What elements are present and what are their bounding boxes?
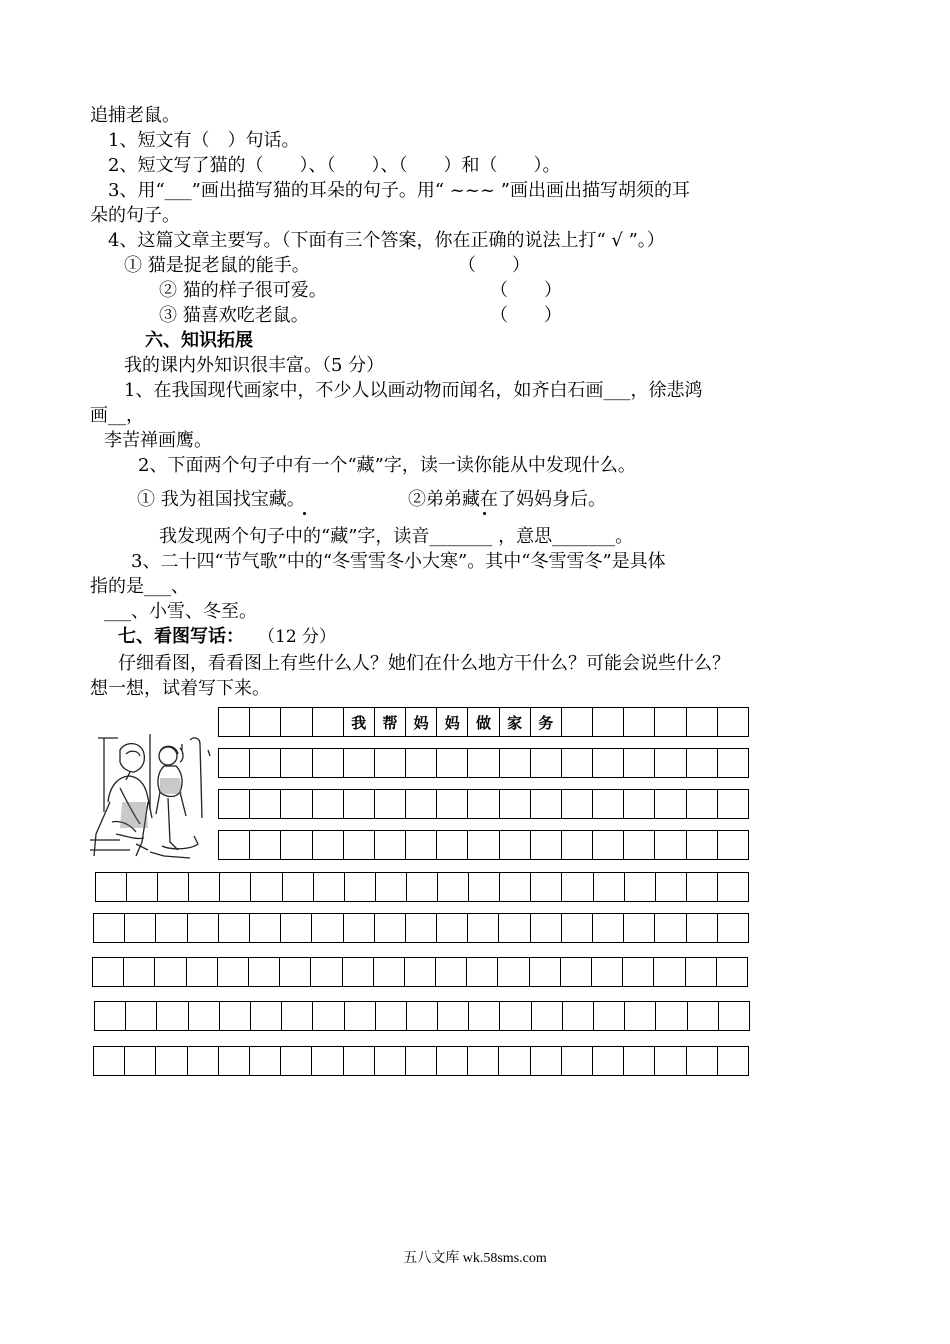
grid-cell[interactable] <box>94 1047 125 1075</box>
grid-cell[interactable] <box>311 958 342 986</box>
grid-cell[interactable] <box>563 1002 594 1030</box>
grid-cell[interactable] <box>468 831 499 859</box>
knowledge-2-sentence-2: ②弟弟藏在了妈妈身后。 <box>408 489 606 510</box>
grid-cell[interactable] <box>281 1047 312 1075</box>
grid-cell[interactable] <box>312 1047 343 1075</box>
grid-cell[interactable] <box>531 914 562 942</box>
grid-cell[interactable] <box>593 790 624 818</box>
grid-cell[interactable] <box>343 958 374 986</box>
section-7-score: （12 分） <box>258 627 337 647</box>
grid-cell[interactable] <box>718 914 748 942</box>
grid-cell[interactable] <box>125 1047 156 1075</box>
grid-cell[interactable] <box>157 1002 188 1030</box>
grid-cell[interactable] <box>344 1047 375 1075</box>
grid-cell[interactable] <box>156 914 187 942</box>
grid-cell[interactable] <box>654 958 685 986</box>
grid-cell[interactable] <box>438 1002 469 1030</box>
grid-cell[interactable] <box>93 958 124 986</box>
grid-cell[interactable] <box>624 749 655 777</box>
grid-cell[interactable] <box>313 708 344 736</box>
grid-cell[interactable] <box>656 873 687 901</box>
grid-cell[interactable] <box>655 1047 686 1075</box>
grid-cell[interactable] <box>562 873 593 901</box>
grid-cell[interactable] <box>687 914 718 942</box>
grid-title-char: 做 <box>468 708 499 736</box>
grid-cell[interactable] <box>687 749 718 777</box>
grid-cell[interactable] <box>562 790 593 818</box>
knowledge-1-line-2: 画__， <box>90 405 144 426</box>
grid-cell[interactable] <box>719 1002 749 1030</box>
grid-cell[interactable] <box>655 790 686 818</box>
grid-cell[interactable] <box>592 958 623 986</box>
grid-cell[interactable] <box>469 1002 500 1030</box>
grid-cell[interactable] <box>405 958 436 986</box>
grid-cell[interactable] <box>250 790 281 818</box>
section-6-intro: 我的课内外知识很丰富。（5 分） <box>124 355 385 376</box>
intro-tail: 追捕老鼠。 <box>90 105 180 126</box>
knowledge-2-answer: 我发现两个句子中的“藏”字，读音_______ ，意思_______。 <box>159 526 634 547</box>
option-3-paren: （ ） <box>490 305 562 326</box>
grid-cell[interactable] <box>499 1047 530 1075</box>
grid-cell[interactable] <box>562 708 593 736</box>
grid-cell[interactable] <box>688 1002 719 1030</box>
grid-cell[interactable] <box>532 1002 563 1030</box>
grid-cell[interactable] <box>312 914 343 942</box>
grid-cell[interactable] <box>531 831 562 859</box>
grid-cell[interactable] <box>280 958 311 986</box>
grid-cell[interactable] <box>313 749 344 777</box>
grid-cell[interactable] <box>718 1047 748 1075</box>
question-1: 1、短文有（ ）句话。 <box>108 130 300 151</box>
grid-title-char: 我 <box>344 708 375 736</box>
grid-cell[interactable] <box>655 708 686 736</box>
option-1-paren: （ ） <box>458 255 530 276</box>
grid-cell[interactable] <box>124 958 155 986</box>
grid-cell[interactable] <box>94 914 125 942</box>
grid-cell[interactable] <box>344 914 375 942</box>
section-7-prompt-line-2: 想一想，试着写下来。 <box>90 678 270 699</box>
grid-cell[interactable] <box>345 1002 376 1030</box>
grid-cell[interactable] <box>718 790 748 818</box>
grid-cell[interactable] <box>593 749 624 777</box>
writing-grid-row <box>218 707 749 737</box>
grid-cell[interactable] <box>623 958 654 986</box>
grid-title-char: 家 <box>500 708 531 736</box>
grid-cell[interactable] <box>95 1002 126 1030</box>
grid-cell[interactable] <box>250 708 281 736</box>
knowledge-2: 2、下面两个句子中有一个“藏”字，读一读你能从中发现什么。 <box>138 455 636 476</box>
grid-cell[interactable] <box>406 914 437 942</box>
grid-cell[interactable] <box>655 831 686 859</box>
footer-watermark: 五八文库 wk.58sms.com <box>403 1251 547 1266</box>
grid-cell[interactable] <box>218 958 249 986</box>
grid-cell[interactable] <box>313 1002 344 1030</box>
grid-cell[interactable] <box>593 1047 624 1075</box>
mother-daughter-housework-illustration <box>90 732 217 860</box>
grid-cell[interactable] <box>718 831 748 859</box>
grid-cell[interactable] <box>624 831 655 859</box>
grid-cell[interactable] <box>437 831 468 859</box>
grid-cell[interactable] <box>283 873 314 901</box>
grid-title-char: 妈 <box>406 708 437 736</box>
grid-cell[interactable] <box>687 831 718 859</box>
grid-cell[interactable] <box>531 1047 562 1075</box>
grid-cell[interactable] <box>468 914 499 942</box>
grid-cell[interactable] <box>624 790 655 818</box>
grid-cell[interactable] <box>156 1047 187 1075</box>
grid-cell[interactable] <box>561 958 592 986</box>
grid-cell[interactable] <box>500 790 531 818</box>
grid-cell[interactable] <box>469 873 500 901</box>
grid-cell[interactable] <box>375 914 406 942</box>
emphasis-dot <box>483 512 486 515</box>
grid-cell[interactable] <box>468 1047 499 1075</box>
grid-cell[interactable] <box>687 790 718 818</box>
knowledge-1-line-1: 1、在我国现代画家中，不少人以画动物而闻名，如齐白石画___，徐悲鸿 <box>124 380 703 401</box>
grid-cell[interactable] <box>656 1002 687 1030</box>
grid-cell[interactable] <box>250 749 281 777</box>
grid-cell[interactable] <box>531 790 562 818</box>
grid-title-char: 务 <box>531 708 562 736</box>
grid-cell[interactable] <box>375 1047 406 1075</box>
grid-cell[interactable] <box>407 873 438 901</box>
grid-cell[interactable] <box>687 1047 718 1075</box>
grid-title-char: 妈 <box>437 708 468 736</box>
grid-cell[interactable] <box>406 1047 437 1075</box>
question-4: 4、这篇文章主要写。（下面有三个答案，你在正确的说法上打“ √ ”。） <box>108 230 665 251</box>
grid-cell[interactable] <box>281 708 312 736</box>
writing-grid-row <box>218 748 749 778</box>
knowledge-1-line-3: 李苦禅画鹰。 <box>104 430 212 451</box>
grid-cell[interactable] <box>718 749 748 777</box>
grid-cell[interactable] <box>219 831 250 859</box>
grid-cell[interactable] <box>313 831 344 859</box>
grid-cell[interactable] <box>655 749 686 777</box>
grid-cell[interactable] <box>717 958 747 986</box>
option-3-label: ③ 猫喜欢吃老鼠。 <box>159 305 309 326</box>
grid-cell[interactable] <box>468 790 499 818</box>
grid-cell[interactable] <box>313 790 344 818</box>
grid-cell[interactable] <box>625 1002 656 1030</box>
knowledge-2-sentence-1: ① 我为祖国找宝藏。 <box>137 489 305 510</box>
grid-cell[interactable] <box>188 914 219 942</box>
grid-cell[interactable] <box>624 914 655 942</box>
writing-grid-row <box>93 1046 749 1076</box>
grid-title-char: 帮 <box>375 708 406 736</box>
grid-cell[interactable] <box>281 831 312 859</box>
grid-cell[interactable] <box>249 958 280 986</box>
question-3-line-1: 3、用“___”画出描写猫的耳朵的句子。用“ ~~~ ”画出画出描写胡须的耳 <box>108 180 690 201</box>
grid-cell[interactable] <box>499 914 530 942</box>
grid-cell[interactable] <box>500 1002 531 1030</box>
grid-cell[interactable] <box>406 749 437 777</box>
grid-cell[interactable] <box>96 873 127 901</box>
emphasis-dot <box>303 512 306 515</box>
grid-cell[interactable] <box>562 831 593 859</box>
section-6-title: 六、知识拓展 <box>145 330 253 351</box>
grid-cell[interactable] <box>127 873 158 901</box>
grid-cell[interactable] <box>219 1047 250 1075</box>
grid-cell[interactable] <box>158 873 189 901</box>
grid-cell[interactable] <box>406 790 437 818</box>
grid-cell[interactable] <box>562 914 593 942</box>
grid-cell[interactable] <box>375 790 406 818</box>
grid-cell[interactable] <box>187 958 218 986</box>
grid-cell[interactable] <box>375 749 406 777</box>
grid-cell[interactable] <box>500 749 531 777</box>
grid-cell[interactable] <box>189 1002 220 1030</box>
grid-cell[interactable] <box>219 708 250 736</box>
grid-cell[interactable] <box>531 749 562 777</box>
grid-cell[interactable] <box>593 914 624 942</box>
grid-cell[interactable] <box>281 749 312 777</box>
option-1-label: ① 猫是捉老鼠的能手。 <box>124 255 310 276</box>
grid-cell[interactable] <box>438 873 469 901</box>
writing-grid-row <box>218 830 749 860</box>
grid-cell[interactable] <box>594 1002 625 1030</box>
grid-cell[interactable] <box>344 749 375 777</box>
grid-cell[interactable] <box>188 1047 219 1075</box>
knowledge-3-line-3: ___、小雪、冬至。 <box>104 601 257 622</box>
grid-cell[interactable] <box>437 749 468 777</box>
knowledge-3-line-1: 3、二十四“节气歌”中的“冬雪雪冬小大寒”。其中“冬雪雪冬”是具体 <box>131 551 666 572</box>
grid-cell[interactable] <box>251 873 282 901</box>
grid-cell[interactable] <box>530 958 561 986</box>
grid-cell[interactable] <box>344 790 375 818</box>
grid-cell[interactable] <box>281 914 312 942</box>
grid-cell[interactable] <box>407 1002 438 1030</box>
grid-cell[interactable] <box>437 914 468 942</box>
grid-cell[interactable] <box>250 1047 281 1075</box>
writing-grid-row <box>92 957 748 987</box>
grid-cell[interactable] <box>687 873 718 901</box>
grid-cell[interactable] <box>251 1002 282 1030</box>
grid-cell[interactable] <box>345 873 376 901</box>
grid-cell[interactable] <box>531 873 562 901</box>
grid-cell[interactable] <box>376 1002 407 1030</box>
option-2-label: ② 猫的样子很可爱。 <box>159 280 327 301</box>
grid-cell[interactable] <box>219 914 250 942</box>
grid-cell[interactable] <box>500 831 531 859</box>
grid-cell[interactable] <box>281 790 312 818</box>
grid-cell[interactable] <box>344 831 375 859</box>
grid-cell[interactable] <box>250 831 281 859</box>
grid-cell[interactable] <box>189 873 220 901</box>
grid-cell[interactable] <box>562 749 593 777</box>
grid-cell[interactable] <box>219 749 250 777</box>
writing-grid-row <box>95 872 749 902</box>
grid-cell[interactable] <box>375 831 406 859</box>
writing-grid-row <box>94 1001 750 1031</box>
grid-cell[interactable] <box>500 873 531 901</box>
section-7-title: 七、看图写话： <box>118 626 244 647</box>
writing-grid-row <box>218 789 749 819</box>
grid-cell[interactable] <box>376 873 407 901</box>
option-2-paren: （ ） <box>490 280 562 301</box>
grid-cell[interactable] <box>155 958 186 986</box>
grid-cell[interactable] <box>625 873 656 901</box>
grid-cell[interactable] <box>282 1002 313 1030</box>
grid-cell[interactable] <box>125 914 156 942</box>
grid-cell[interactable] <box>593 831 624 859</box>
grid-cell[interactable] <box>437 790 468 818</box>
grid-cell[interactable] <box>594 873 625 901</box>
grid-cell[interactable] <box>718 873 748 901</box>
grid-cell[interactable] <box>593 708 624 736</box>
writing-grid-row <box>93 913 749 943</box>
section-7-prompt-line-1: 仔细看图，看看图上有些什么人？她们在什么地方干什么？可能会说些什么？ <box>118 653 730 674</box>
question-2: 2、短文写了猫的（ ）、（ ）、（ ）和（ ）。 <box>108 155 561 176</box>
grid-cell[interactable] <box>126 1002 157 1030</box>
grid-cell[interactable] <box>220 873 251 901</box>
grid-cell[interactable] <box>250 914 281 942</box>
grid-cell[interactable] <box>562 1047 593 1075</box>
grid-cell[interactable] <box>624 708 655 736</box>
grid-cell[interactable] <box>436 958 467 986</box>
grid-cell[interactable] <box>437 1047 468 1075</box>
question-3-line-2: 朵的句子。 <box>90 205 180 226</box>
grid-cell[interactable] <box>219 790 250 818</box>
grid-cell[interactable] <box>467 958 498 986</box>
grid-cell[interactable] <box>655 914 686 942</box>
grid-cell[interactable] <box>374 958 405 986</box>
grid-cell[interactable] <box>498 958 529 986</box>
grid-cell[interactable] <box>406 831 437 859</box>
grid-cell[interactable] <box>687 708 718 736</box>
grid-cell[interactable] <box>220 1002 251 1030</box>
grid-cell[interactable] <box>718 708 748 736</box>
grid-cell[interactable] <box>468 749 499 777</box>
knowledge-3-line-2: 指的是___、 <box>90 576 189 597</box>
grid-cell[interactable] <box>686 958 717 986</box>
grid-cell[interactable] <box>624 1047 655 1075</box>
grid-cell[interactable] <box>314 873 345 901</box>
